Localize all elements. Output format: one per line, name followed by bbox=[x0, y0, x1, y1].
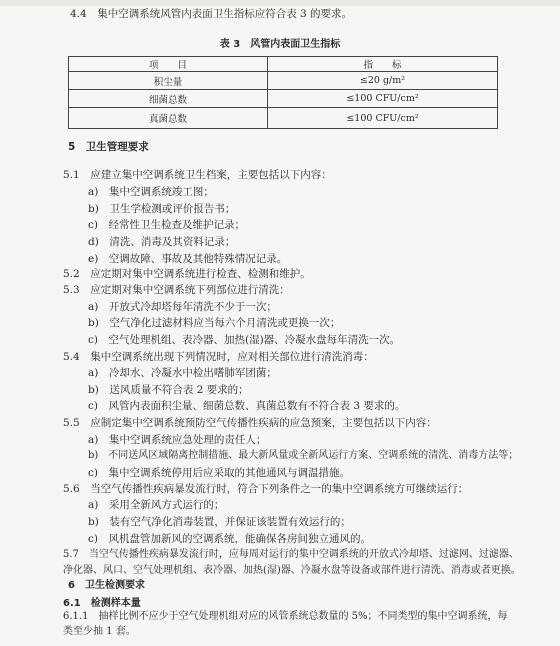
row-value: ≤20 g/m² bbox=[268, 72, 498, 90]
section-5-heading: 5 卫生管理要求 bbox=[68, 140, 149, 153]
scan-edge bbox=[0, 0, 560, 6]
list-item: b) 不同送风区域隔离控制措施、最大新风量或全新风运行方案、空调系统的清洗、消毒方法等； bbox=[88, 450, 519, 462]
header-item: 项 目 bbox=[69, 57, 268, 72]
table-row bbox=[69, 90, 498, 108]
list-item: c) 经常性卫生检查及维护记录； bbox=[88, 219, 245, 232]
row-item: 积尘量 bbox=[69, 72, 268, 90]
clause-5-6: 5.6 当空气传播性疾病暴发流行时，符合下列条件之一的集中空调系统方可继续运行： bbox=[63, 482, 469, 495]
row-item: 细菌总数 bbox=[69, 90, 268, 108]
clause-5-3: 5.3 应定期对集中空调系统下列部位进行清洗： bbox=[63, 283, 290, 296]
list-item: b) 空气净化过滤材料应当每六个月清洗或更换一次； bbox=[88, 317, 341, 330]
clause-6-1-1: 6.1.1 抽样比例不应少于空气处理机组对应的风管系统总数量的 5%；不同类型的集中空调系统，每 bbox=[63, 611, 508, 623]
clause-5-7-cont: 净化器、风口、空气处理机组、表冷器、加热(湿)器、冷凝水盘等设备或部件进行清洗、消毒或者更换。 bbox=[63, 565, 521, 577]
list-item: a) 开放式冷却塔每年清洗不少于一次； bbox=[88, 300, 277, 313]
clause-4-4: 4.4 集中空调系统风管内表面卫生指标应符合表 3 的要求。 bbox=[70, 8, 353, 21]
list-item: a) 冷却水、冷凝水中检出嗜肺军团菌； bbox=[88, 367, 277, 380]
list-item: e) 空调故障、事故及其他特殊情况记录。 bbox=[88, 252, 288, 265]
row-item: 真菌总数 bbox=[69, 108, 268, 129]
hygiene-index-table bbox=[68, 56, 498, 129]
section-6-heading: 6 卫生检测要求 bbox=[68, 579, 145, 591]
clause-5-5: 5.5 应制定集中空调系统预防空气传播性疾病的应急预案，主要包括以下内容： bbox=[63, 417, 437, 430]
clause-5-1: 5.1 应建立集中空调系统卫生档案，主要包括以下内容： bbox=[63, 169, 332, 182]
list-item: c) 集中空调系统停用后应采取的其他通风与调温措施。 bbox=[88, 467, 350, 480]
table-row bbox=[69, 108, 498, 129]
list-item: c) 空气处理机组、表冷器、加热(湿)器、冷凝水盘每年清洗一次。 bbox=[88, 333, 401, 346]
clause-5-2: 5.2 应定期对集中空调系统进行检查、检测和维护。 bbox=[63, 268, 311, 281]
list-item: d) 清洗、消毒及其资料记录； bbox=[88, 235, 236, 248]
table-header-row bbox=[69, 57, 498, 72]
list-item: c) 风管内表面积尘量、细菌总数、真菌总数有不符合表 3 要求的。 bbox=[88, 400, 406, 413]
list-item: b) 送风质量不符合表 2 要求的； bbox=[88, 383, 249, 396]
table-caption: 表 3 风管内表面卫生指标 bbox=[219, 39, 341, 51]
list-item: a) 集中空调系统竣工图； bbox=[88, 185, 214, 198]
row-value: ≤100 CFU/cm² bbox=[268, 90, 498, 108]
list-item: a) 集中空调系统应急处理的责任人； bbox=[88, 433, 267, 446]
list-item: b) 装有空气净化消毒装置，并保证该装置有效运行的； bbox=[88, 516, 351, 529]
clause-5-4: 5.4 集中空调系统出现下列情况时，应对相关部位进行清洗消毒： bbox=[63, 350, 374, 363]
row-value: ≤100 CFU/cm² bbox=[268, 108, 498, 129]
clause-6-1-1-cont: 类至少抽 1 套。 bbox=[63, 626, 136, 638]
table-row bbox=[69, 72, 498, 90]
list-item: b) 卫生学检测或评价报告书； bbox=[88, 202, 236, 215]
clause-6-1-heading: 6.1 检测样本量 bbox=[63, 598, 141, 610]
list-item: c) 风机盘管加新风的空调系统，能确保各房间独立通风的。 bbox=[88, 532, 371, 545]
header-index: 指 标 bbox=[268, 57, 498, 72]
list-item: a) 采用全新风方式运行的； bbox=[88, 499, 225, 512]
clause-5-7: 5.7 当空气传播性疾病暴发流行时，应每周对运行的集中空调系统的开放式冷却塔、过滤网、过滤器、 bbox=[63, 549, 519, 561]
